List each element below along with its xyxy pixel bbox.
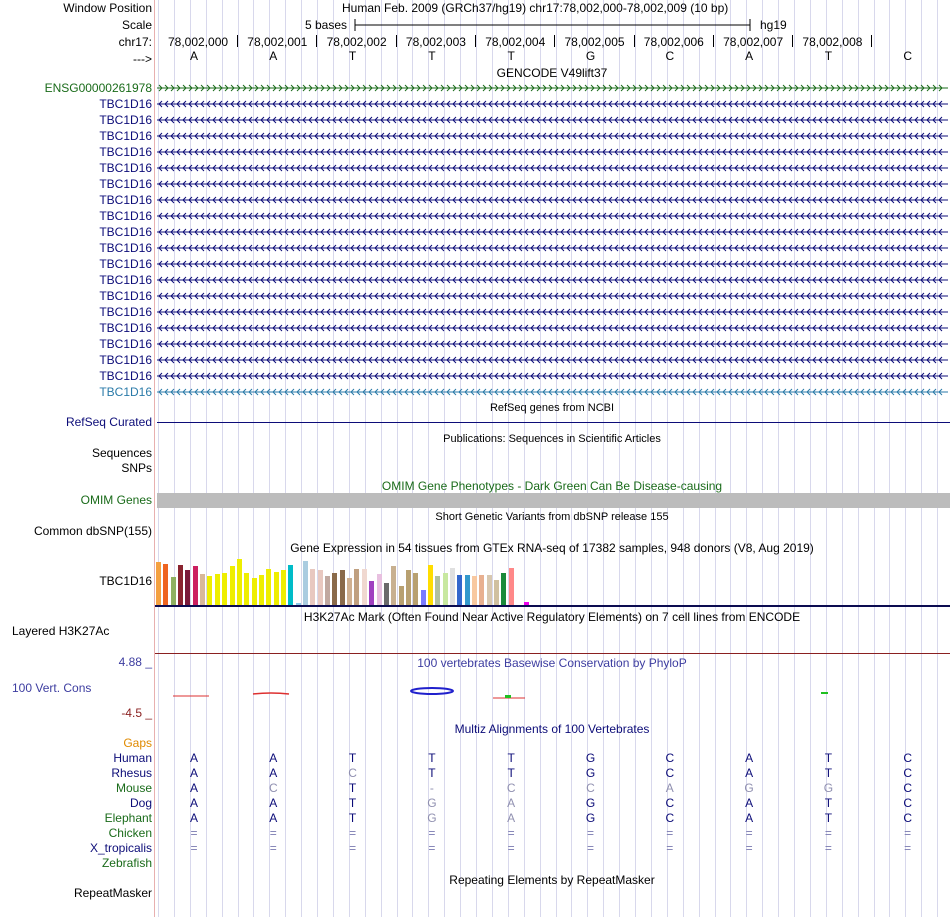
transcript-arrow-line bbox=[155, 176, 950, 192]
gtex-tissue-bar[interactable] bbox=[465, 575, 470, 606]
gtex-tissue-bar[interactable] bbox=[230, 566, 235, 606]
omim-gene-bar[interactable] bbox=[157, 493, 950, 508]
position-label: 78,002,000 bbox=[168, 35, 229, 49]
alignment-base: A bbox=[189, 811, 198, 825]
gencode-gene-label[interactable]: TBC1D16 bbox=[99, 337, 152, 351]
gencode-transcript[interactable] bbox=[155, 224, 950, 240]
gencode-gene-label[interactable]: TBC1D16 bbox=[99, 97, 152, 111]
gtex-tissue-bar[interactable] bbox=[501, 573, 506, 606]
alignment-base: = bbox=[586, 826, 594, 840]
transcript-arrow-line bbox=[155, 144, 950, 160]
alignment-base: T bbox=[348, 796, 357, 810]
position-tick bbox=[316, 35, 317, 47]
gencode-transcript[interactable] bbox=[155, 144, 950, 160]
reference-base: T bbox=[824, 49, 833, 63]
alignment-base: A bbox=[189, 796, 198, 810]
reference-base: T bbox=[507, 49, 515, 63]
dbsnp-label[interactable]: Common dbSNP(155) bbox=[33, 524, 152, 538]
alignment-base: T bbox=[824, 751, 833, 765]
gencode-transcript[interactable] bbox=[155, 240, 950, 256]
gencode-transcript[interactable] bbox=[155, 176, 950, 192]
alignment-base: C bbox=[665, 751, 675, 765]
alignment-base: A bbox=[189, 766, 198, 780]
transcript-arrow-line bbox=[155, 96, 950, 112]
gencode-transcript[interactable] bbox=[155, 336, 950, 352]
gtex-tissue-bar[interactable] bbox=[222, 573, 227, 606]
reference-base: A bbox=[269, 49, 278, 63]
alignment-base: T bbox=[507, 766, 515, 780]
gencode-gene-label[interactable]: ENSG00000261978 bbox=[44, 81, 152, 95]
alignment-base: C bbox=[903, 811, 913, 825]
alignment-base: A bbox=[507, 796, 516, 810]
reference-base: A bbox=[189, 49, 198, 63]
gtex-tissue-bar[interactable] bbox=[332, 573, 337, 606]
alignment-base: = bbox=[269, 841, 277, 855]
gtex-tissue-bar[interactable] bbox=[340, 570, 345, 606]
transcript-arrow-line bbox=[155, 224, 950, 240]
gtex-tissue-bar[interactable] bbox=[479, 575, 484, 606]
omim-track-title: OMIM Gene Phenotypes - Dark Green Can Be Disease-causing bbox=[381, 479, 723, 493]
alignment-base: C bbox=[268, 781, 278, 795]
gtex-track-title: Gene Expression in 54 tissues from GTEx RNA-seq of 17382 samples, 948 donors (V8, Aug 2019) bbox=[290, 541, 814, 555]
alignment-base: C bbox=[665, 766, 675, 780]
alignment-base: = bbox=[745, 826, 753, 840]
alignment-base: C bbox=[903, 781, 913, 795]
gencode-transcript[interactable] bbox=[155, 304, 950, 320]
scale-bar bbox=[353, 17, 753, 33]
gencode-transcript[interactable] bbox=[155, 256, 950, 272]
gtex-tissue-bar[interactable] bbox=[369, 581, 374, 606]
alignment-base: G bbox=[823, 781, 834, 795]
gtex-tissue-bar[interactable] bbox=[237, 559, 242, 606]
transcript-arrow-line bbox=[155, 288, 950, 304]
gtex-tissue-bar[interactable] bbox=[494, 580, 499, 606]
position-tick bbox=[554, 35, 555, 47]
gtex-tissue-bar[interactable] bbox=[362, 569, 367, 606]
alignment-base: T bbox=[824, 796, 833, 810]
alignment-base: T bbox=[507, 751, 515, 765]
alignment-base: = bbox=[428, 826, 436, 840]
phylop-signal[interactable] bbox=[155, 680, 950, 710]
alignment-base: = bbox=[190, 826, 198, 840]
gencode-transcript[interactable] bbox=[155, 368, 950, 384]
position-tick bbox=[475, 35, 476, 47]
gtex-tissue-bar[interactable] bbox=[310, 569, 315, 606]
gencode-gene-label[interactable]: TBC1D16 bbox=[99, 225, 152, 239]
alignment-base: = bbox=[586, 841, 594, 855]
alignment-base: A bbox=[745, 811, 754, 825]
transcript-arrow-line bbox=[155, 128, 950, 144]
transcript-arrow-line bbox=[155, 320, 950, 336]
alignment-base: A bbox=[269, 796, 278, 810]
gtex-tissue-bar[interactable] bbox=[274, 572, 279, 606]
alignment-base: C bbox=[665, 811, 675, 825]
alignment-base: A bbox=[189, 751, 198, 765]
alignment-base: A bbox=[745, 751, 754, 765]
chrom-label: chr17: bbox=[118, 35, 152, 49]
reference-base: C bbox=[665, 49, 675, 63]
gaps-label[interactable]: Gaps bbox=[123, 736, 152, 750]
gencode-transcript[interactable] bbox=[155, 352, 950, 368]
position-label: 78,002,001 bbox=[247, 35, 308, 49]
alignment-base: A bbox=[269, 811, 278, 825]
species-label[interactable]: Mouse bbox=[115, 781, 152, 795]
gencode-transcript[interactable] bbox=[155, 288, 950, 304]
gtex-tissue-bar[interactable] bbox=[399, 586, 404, 606]
alignment-base: C bbox=[586, 781, 595, 795]
publications-track-title: Publications: Sequences in Scientific Articles bbox=[443, 433, 661, 445]
gencode-gene-label[interactable]: TBC1D16 bbox=[99, 129, 152, 143]
transcript-arrow-line bbox=[155, 336, 950, 352]
position-label: 78,002,003 bbox=[405, 35, 466, 49]
alignment-base: C bbox=[665, 796, 675, 810]
alignment-base: G bbox=[585, 796, 596, 810]
gencode-track-title: GENCODE V49lift37 bbox=[496, 66, 608, 80]
species-label[interactable]: Rhesus bbox=[111, 766, 152, 780]
species-label[interactable]: Zebrafish bbox=[101, 856, 152, 870]
h3k27ac-track-title: H3K27Ac Mark (Often Found Near Active Regulatory Elements) on 7 cell lines from ENCODE bbox=[303, 610, 801, 624]
alignment-base: A bbox=[745, 796, 754, 810]
position-label: 78,002,002 bbox=[326, 35, 387, 49]
transcript-arrow-line bbox=[155, 112, 950, 128]
repeatmasker-track-title: Repeating Elements by RepeatMasker bbox=[449, 873, 655, 887]
gtex-tissue-bar[interactable] bbox=[156, 562, 161, 606]
alignment-base: = bbox=[666, 826, 674, 840]
alignment-base: A bbox=[507, 811, 516, 825]
alignment-base: = bbox=[507, 826, 515, 840]
gencode-transcript[interactable] bbox=[155, 320, 950, 336]
alignment-base: A bbox=[189, 781, 198, 795]
transcript-arrow-line bbox=[155, 80, 950, 96]
transcript-arrow-line bbox=[155, 256, 950, 272]
alignment-base: G bbox=[427, 796, 437, 810]
position-tick bbox=[396, 35, 397, 47]
alignment-base: = bbox=[745, 841, 753, 855]
track-labels-column bbox=[0, 0, 155, 917]
refseq-curated-label[interactable]: RefSeq Curated bbox=[65, 415, 152, 429]
alignment-base: T bbox=[348, 751, 357, 765]
alignment-base: - bbox=[429, 781, 434, 795]
alignment-base: C bbox=[903, 766, 913, 780]
gencode-transcript[interactable] bbox=[155, 272, 950, 288]
phylop-max-label: 4.88 _ bbox=[118, 655, 152, 669]
alignment-base: T bbox=[824, 766, 833, 780]
reference-base: T bbox=[428, 49, 436, 63]
gencode-gene-label[interactable]: TBC1D16 bbox=[99, 321, 152, 335]
window-position-value: Human Feb. 2009 (GRCh37/hg19) chr17:78,002,000-78,002,009 (10 bp) bbox=[342, 1, 729, 15]
alignment-base: T bbox=[428, 751, 436, 765]
gencode-transcript[interactable] bbox=[155, 160, 950, 176]
gtex-tissue-bar[interactable] bbox=[171, 577, 176, 606]
gtex-tissue-bar[interactable] bbox=[384, 583, 389, 606]
gtex-tissue-bar[interactable] bbox=[413, 573, 418, 606]
gencode-transcript[interactable] bbox=[155, 80, 950, 96]
gtex-tissue-bar[interactable] bbox=[509, 568, 514, 606]
position-tick bbox=[237, 35, 238, 47]
gencode-gene-label[interactable]: TBC1D16 bbox=[99, 289, 152, 303]
reference-base: G bbox=[585, 49, 596, 63]
gtex-tissue-bar[interactable] bbox=[281, 570, 286, 606]
alignment-base: A bbox=[269, 751, 278, 765]
scale-label: Scale bbox=[121, 18, 152, 32]
scale-text: 5 bases bbox=[305, 18, 348, 32]
alignment-base: = bbox=[269, 826, 277, 840]
phylop-label[interactable]: 100 Vert. Cons bbox=[12, 681, 92, 695]
scale-assembly: hg19 bbox=[760, 18, 787, 32]
gtex-tissue-bar[interactable] bbox=[266, 569, 271, 606]
alignment-base: A bbox=[665, 781, 674, 795]
transcript-arrow-line bbox=[155, 192, 950, 208]
gtex-tissue-bar[interactable] bbox=[421, 590, 426, 606]
transcript-arrow-line bbox=[155, 368, 950, 384]
gtex-tissue-bar[interactable] bbox=[457, 575, 462, 606]
gencode-gene-label[interactable]: TBC1D16 bbox=[99, 161, 152, 175]
multiz-track-title: Multiz Alignments of 100 Vertebrates bbox=[454, 722, 650, 736]
position-tick bbox=[871, 35, 872, 47]
gtex-baseline bbox=[155, 605, 950, 607]
phylop-track-title: 100 vertebrates Basewise Conservation by PhyloP bbox=[417, 656, 687, 670]
position-label: 78,002,004 bbox=[485, 35, 546, 49]
publications-snps-label[interactable]: SNPs bbox=[121, 461, 152, 475]
position-label: 78,002,007 bbox=[723, 35, 784, 49]
h3k27ac-label[interactable]: Layered H3K27Ac bbox=[12, 624, 110, 638]
publications-sequences-label[interactable]: Sequences bbox=[91, 446, 152, 460]
gtex-tissue-bar[interactable] bbox=[178, 565, 183, 606]
gtex-tissue-bar[interactable] bbox=[428, 565, 433, 606]
gtex-tissue-bar[interactable] bbox=[163, 564, 168, 606]
gencode-gene-label[interactable]: TBC1D16 bbox=[99, 209, 152, 223]
gencode-gene-label[interactable]: TBC1D16 bbox=[99, 113, 152, 127]
alignment-base: T bbox=[824, 811, 833, 825]
alignment-base: = bbox=[824, 826, 832, 840]
refseq-gene-line[interactable] bbox=[157, 422, 950, 423]
reference-base: A bbox=[745, 49, 754, 63]
gencode-gene-label[interactable]: TBC1D16 bbox=[99, 257, 152, 271]
tracks-data-area[interactable] bbox=[155, 0, 950, 917]
gtex-tissue-bar[interactable] bbox=[215, 574, 220, 606]
window-position-label: Window Position bbox=[63, 1, 152, 15]
transcript-arrow-line bbox=[155, 272, 950, 288]
alignment-base: C bbox=[903, 796, 913, 810]
species-label[interactable]: Chicken bbox=[108, 826, 152, 840]
alignment-base: = bbox=[507, 841, 515, 855]
gtex-tissue-bar[interactable] bbox=[318, 570, 323, 606]
gencode-gene-label[interactable]: TBC1D16 bbox=[99, 305, 152, 319]
transcript-arrow-line bbox=[155, 384, 950, 400]
gencode-transcript[interactable] bbox=[155, 112, 950, 128]
gtex-tissue-bar[interactable] bbox=[193, 566, 198, 606]
gtex-tissue-bar[interactable] bbox=[377, 574, 382, 606]
gencode-transcript[interactable] bbox=[155, 384, 950, 400]
gencode-transcript[interactable] bbox=[155, 96, 950, 112]
repeatmasker-label[interactable]: RepeatMasker bbox=[73, 886, 152, 900]
gencode-transcript[interactable] bbox=[155, 128, 950, 144]
gtex-tissue-bar[interactable] bbox=[303, 561, 308, 606]
phylop-min-label: -4.5 _ bbox=[121, 706, 152, 720]
alignment-base: = bbox=[349, 841, 357, 855]
species-label[interactable]: Human bbox=[113, 751, 152, 765]
alignment-base: C bbox=[903, 751, 913, 765]
alignment-base: = bbox=[666, 841, 674, 855]
gtex-tissue-bar[interactable] bbox=[347, 578, 352, 606]
species-label[interactable]: Elephant bbox=[104, 811, 152, 825]
alignment-base: T bbox=[348, 781, 357, 795]
position-tick bbox=[634, 35, 635, 47]
alignment-base: A bbox=[269, 766, 278, 780]
alignment-base: T bbox=[428, 766, 436, 780]
reference-base: C bbox=[903, 49, 913, 63]
species-label[interactable]: Dog bbox=[129, 796, 152, 810]
position-tick bbox=[792, 35, 793, 47]
alignment-base: G bbox=[427, 811, 437, 825]
alignment-base: G bbox=[585, 811, 596, 825]
reference-base: T bbox=[348, 49, 357, 63]
gencode-transcript[interactable] bbox=[155, 192, 950, 208]
position-label: 78,002,008 bbox=[802, 35, 863, 49]
gencode-gene-label[interactable]: TBC1D16 bbox=[99, 369, 152, 383]
transcript-arrow-line bbox=[155, 352, 950, 368]
gtex-tissue-bar[interactable] bbox=[325, 576, 330, 606]
gtex-tissue-bar[interactable] bbox=[391, 566, 396, 606]
gencode-gene-label[interactable]: TBC1D16 bbox=[99, 177, 152, 191]
gtex-tissue-bar[interactable] bbox=[207, 576, 212, 606]
gtex-tissue-bar[interactable] bbox=[406, 570, 411, 606]
gencode-gene-label[interactable]: TBC1D16 bbox=[99, 145, 152, 159]
alignment-base: A bbox=[745, 766, 754, 780]
gencode-gene-label[interactable]: TBC1D16 bbox=[99, 193, 152, 207]
alignment-base: = bbox=[349, 826, 357, 840]
transcript-arrow-line bbox=[155, 208, 950, 224]
gtex-tissue-bar[interactable] bbox=[472, 576, 477, 606]
alignment-base: = bbox=[190, 841, 198, 855]
position-label: 78,002,005 bbox=[564, 35, 625, 49]
alignment-base: G bbox=[585, 766, 596, 780]
gencode-gene-label[interactable]: TBC1D16 bbox=[99, 273, 152, 287]
alignment-base: C bbox=[348, 766, 357, 780]
alignment-base: = bbox=[904, 841, 912, 855]
gtex-gene-label[interactable]: TBC1D16 bbox=[99, 574, 152, 588]
alignment-base: = bbox=[904, 826, 912, 840]
transcript-arrow-line bbox=[155, 240, 950, 256]
position-label: 78,002,006 bbox=[643, 35, 704, 49]
gtex-bar-chart[interactable] bbox=[155, 556, 950, 606]
gencode-gene-label[interactable]: TBC1D16 bbox=[99, 353, 152, 367]
gtex-tissue-bar[interactable] bbox=[244, 573, 249, 606]
h3k27ac-baseline bbox=[155, 653, 950, 654]
gtex-tissue-bar[interactable] bbox=[435, 576, 440, 606]
gtex-tissue-bar[interactable] bbox=[252, 578, 257, 606]
strand-arrow-label: ---> bbox=[133, 52, 152, 66]
species-label[interactable]: X_tropicalis bbox=[89, 841, 152, 855]
gtex-tissue-bar[interactable] bbox=[288, 565, 293, 606]
gtex-tissue-bar[interactable] bbox=[200, 574, 205, 606]
gencode-gene-label[interactable]: TBC1D16 bbox=[99, 385, 152, 399]
omim-genes-label[interactable]: OMIM Genes bbox=[80, 493, 152, 507]
gtex-tissue-bar[interactable] bbox=[259, 575, 264, 606]
alignment-base: = bbox=[428, 841, 436, 855]
position-tick bbox=[713, 35, 714, 47]
gencode-gene-label[interactable]: TBC1D16 bbox=[99, 241, 152, 255]
refseq-track-title: RefSeq genes from NCBI bbox=[489, 402, 615, 414]
gtex-tissue-bar[interactable] bbox=[487, 575, 492, 606]
transcript-arrow-line bbox=[155, 304, 950, 320]
alignment-base: = bbox=[824, 841, 832, 855]
alignment-base: C bbox=[506, 781, 516, 795]
gtex-tissue-bar[interactable] bbox=[185, 570, 190, 606]
gencode-transcript[interactable] bbox=[155, 208, 950, 224]
alignment-base: G bbox=[744, 781, 754, 795]
gtex-tissue-bar[interactable] bbox=[450, 568, 455, 606]
alignment-base: T bbox=[348, 811, 357, 825]
gtex-tissue-bar[interactable] bbox=[354, 569, 359, 606]
gtex-tissue-bar[interactable] bbox=[443, 573, 448, 606]
dbsnp-track-title: Short Genetic Variants from dbSNP release 155 bbox=[435, 511, 669, 523]
transcript-arrow-line bbox=[155, 160, 950, 176]
alignment-base: G bbox=[585, 751, 596, 765]
